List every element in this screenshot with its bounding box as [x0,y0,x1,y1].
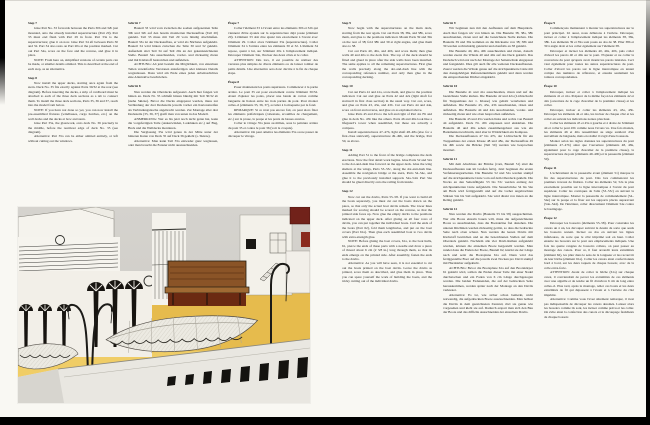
instruction-paragraph: NOTE: Before gluing the boat covers, 61a, to the boat hulls, 61, pierce the ends of these parts with a needle and draw a piece of thread about 6 cm (2 3/8 in.) long through them, so that its ends emerge on the printed side. After assembly, fasten the ends to the davits. [342,239,432,261]
instruction-paragraph: Alternative: Es ist, wie sicher schon bemerkt, nicht notwendig, die aufgedruckten Boote auszuschneiden. Man belässt die Davits in dem gezeichneten Zustand, ritzt sie genau wie vorgesehen und klebt sie auf. Dadurch erspart man sich den Bau der Boote und das diffizile Ausschneiden der einzelnen Davits. [443,292,533,315]
step-heading: Schritt 7 [128,21,141,25]
instruction-paragraph: Wir beginnen nun mit den Aufbauten auf dem Hauptdeck. Auch hier fangen wir von hinten an. Die Bauteile 38, 38a, 38b ausschneiden, ritzen und auf die bezeichnete Stelle kleben. Die Bauteile 39 und 39a kommen an die Rückseite von 38; 38b und 39 werden rechtwinklig geknickt und ebenfalls an 38 geklebt. [443,26,533,49]
instruction-paragraph: ANMERKUNG: Wer es bis jetzt noch nicht getan hat, kann die vorgefertigten Teile (Ankerwinden, Ladeluken etc.) auf Bug, Heck und die Welldecks montieren. [128,116,218,130]
step-heading: Step 10 [342,84,353,89]
instruction-paragraph: Découper et inciser les éléments 40, 40a, 40b, puis coller d'abord les parois 40 et 40a sur le pont. N'ajuster et ne coller la couverture du pont qu'après avoir monté les parois latérales. Ceci vaut également pour toutes les autres superstructures du pont. Coller d'abord les parois sur la ligne interrompue en tenant compte des numéros de référence, et ensuite seulement les toitures correspondantes. [544,48,634,80]
step-heading: Étape 9 [544,21,556,25]
instruction-paragraph: Now cut out the davits, Parts 55–58. If you want to build all the boats separately, you must cut out the boats drawn on the piece, so that only the actual boat davits remain. The lower lines marked for scoring should be scored on the reverse, so that the printed side faces up. Now glue the empty davits to the positions indicated on the upper deck. After gluing on all four rows of davits, you can put together the individual boats. Curl the ends of the boats (Part 62), fold them lengthwise, and put on the boat covers (Part 61a). Then glue each assembled boat to two davits with extra-strength glue. [342,194,432,239]
instruction-paragraph: Glue Parts 45 and 45a to the left and right of Part 44. Fit and glue in deck No. 45b like the others. Parts 46 and 46a look like a lifeguard's tower when assembled, but these are actually a compass. [342,112,432,130]
instruction-paragraph: Coller le vitrage 35a juste au milieu, sous la peinture arrière du pont 35 et contre le pont 36 (voir le croquis). [228,121,318,130]
step-heading: Step 11 [342,147,353,152]
instruction-paragraph: Alternative: Man kann Teil 35a entweder ganz weglassen, oder man braucht die Fenster nicht auszuschneiden. [128,138,218,148]
step-heading: Step 8 [28,75,37,80]
instruction-paragraph: Now begin with the superstructures on the main deck, starting from the rear again. Cut out Parts 38, 38a, and 38b, score them, and glue to the positions indicated. Mount Parts 39 and 39a on the rear of 38; fold 38b and 39 at right angles, and glue them also to 38. [342,26,432,49]
column-french-etape-7-8 [228,21,318,198]
model-ship-photo [18,207,310,403]
instruction-paragraph: Nun werden die Oberdecks aufgesetzt. Auch hier fangen wir hinten an. Deck Nr. 35 schließt hinten bündig mit Teil 30/32 ab (siehe Skizze). Bevor die Decks eingepasst werden, muss zur Verbindung der drei Decksteile jeweils vorher ein Kartonstreifen als Verbindungslasche angebracht werden. Zur Montage aller drei Decksteile (35, 36, 37) greift man von unten in das Modell. [128,89,218,117]
column-french-etape-9-12 [544,21,634,399]
instruction-paragraph: Cut out Parts 41 and 41a, score them, and glue to the position indicated. Cut out and glue on Parts 42 and 42a (light shaft for stairwell in first class section) in the usual way. Cut out, score, and glue on Parts 43, 43a, and 43b. Cut out Parts 44 and 44a, score on front and reverse, and glue on as explained above. [342,89,432,112]
instruction-paragraph: REMARQUE: Si ce n'est pas encore fait, on peut alors fixer les éléments préfabriqués (cabestans, écoutilles de chargement, etc.) sur la proue, la poupe et les ponts de basses œuvres. [228,107,318,121]
instruction-paragraph: Glue Part No. 33 forwards between the Parts 30b and 32b just mounted, onto the already installed superstructure (Part 20). Part 33 must end flush with Part 29 in front. Part 33a is the superstructure; glue it on now. Glue Part 34 aft between Parts 30 and 32. Part 34 also rests on Part 20a at the position marked. Cut out Part 34a, score on the face and the reverse, and glue it in place. [28,26,118,58]
instruction-paragraph: Glue Part 35a, the glasswork, onto deck No. 36 precisely in the middle, before the rearmost edge of deck No. 35 (see diagram). [28,121,118,135]
instruction-paragraph: L'achèvement de la passerelle avant (élément 51) marque la fin des superstructures du pont. Dès lors commencent les premiers travaux de finition. Coller les éléments 52, 52a le plus exactement possible sur la ligne interrompue à l'avant du pont supérieur. Coller les corniques de l'aile (53–53c) en suivant la ligne interrompue. Monter la passerelle de commandement (54–54e) sur la poupe et la fixer sur les supports placés auparavant (54a–54d). De l'intérieur, coller directement l'élément 54e contre le bastingage. [544,171,634,211]
column-english-steps-7-8 [28,21,118,188]
instruction-paragraph: ATTENTION: Dès lors, il est possible de réaliser des versions plus simples de divers éléments ou de laisser tomber de petits détails. Une alternative sera donc décrite à la fin de chaque étape. [228,57,318,75]
instruction-paragraph: NOTE: From here on, simplified versions of certain parts can be made, or smaller details omitted. This is described at the end of each step, as an alternative. [28,57,118,71]
instruction-paragraph: Monter selon les règles données les superstructures du pont (éléments 47–47b) ainsi que l'ouverture (éléments 48, 48a, également pour la cage d'escalier de la première classe), la superstructure du pont (éléments 49–49b) et la passerelle (élément 50). [544,138,634,161]
instruction-paragraph: Alternative: Comme vous l'avez sûrement remarqué, il n'est pas indispensable de découper les canots dessinés. Laisser alors les bossoirs comme ils sont, les inciser comme prévu et les coller. On évite ainsi la confection des canots et le découpage fastidieux de chaque bossoir. [544,297,634,319]
instruction-paragraph: Die Bauteile 41 und 41a ausschneiden, ritzen und auf die bezeichnete Stelle kleben. Die Bauteile 42 und 42a (Lichtschacht für Treppenhaus der 1. Klasse) wie gehabt verarbeiten und aufkleben. Die Bauteile 43, 43a, 43b ausschneiden, ritzen und aufkleben. Die Bauteile 44 und 44a ausschneiden, vorder- und rückseitig ritzen und wie oben besprochen aufkleben. [443,89,533,117]
instruction-paragraph: Découper, inciser et coller les éléments 43, 43a, 43b. Découper les éléments 44 et 44a, les inciser de chaque côté et les coller en suivant les indications notées plus haut. [544,107,634,121]
step-heading: Étape 11 [544,165,557,170]
instruction-paragraph: Bauteil 33 wird vorn zwischen die soeben aufgesetzten Teile 30b und 32b auf den bereits montierten Decksaufbau (Teil 20) geklebt. Teil 33 muss mit Teil 29 vorn bündig abschließen. Bauteil 33a ist der Decksaufbau, er wird als Nächstes aufgeklebt. Bauteil 34 wird hinten zwischen die Teile 30 und 32 geklebt. Außerdem sitzt Teil 34 auf Teil 20a an der gekennzeichneten Stelle. Bauteil 34a ausschneiden, vorder- und rückseitig ritzen und mit Klebstoff bestreichen und aufkleben. [128,26,218,62]
step-heading: Étape 8 [228,80,240,85]
step-heading: Étape 10 [544,84,557,89]
step-heading: Schritt 10 [443,84,458,89]
instruction-paragraph: Coller les éléments 45 et 45a à gauche et à droite de l'élément 44 et coller le pont 45b comme nous l'avons vu. Une fois montés, les éléments 46 et 46a ressemblent au siège surélevé d'un surveillant de baignade, mais en réalité il s'agit d'une boussole. [544,121,634,139]
instruction-paragraph: Die Verglasung 35a wird genau in der Mitte unter der hinteren Kante von Deck 35 auf Deck 36 geklebt (s. Skizze). [128,130,218,139]
instruction-paragraph: Mit dem Abschluss der Brücke (vorn, Bauteil 51) sind die Decksaufbauten nun im Großen fertig. Jetzt beginnen die ersten Verfeinerungsarbeiten. Die Bauteile 52 und 52a werden stumpf auf die strichpunktierte Linie vorn auf dem Oberdeck geklebt. Die Nocks an den Seitenflügeln 53 bis 53c werden entlang der strichpunktierten Linie aufgeklebt. Die Steuerbrücke 54 bis 54e am Heck wird fertiggestellt und auf die vorher angebrachten Stützen 54a bis 54d aufgeklebt. 54e wird direkt von innen an die Reling geklebt. [443,162,533,202]
instruction-paragraph: Alternative: On peut omettre les éléments 35a ou ne passer de découper le vitrage. [228,130,318,139]
left-superstructure [18,207,120,281]
instruction-paragraph: NOTE: If you have not done so yet, you can now install the pre-assembled fixtures (windlasses, cargo hatches, etc.) on the well decks and the decks at bow and stern. [28,107,118,121]
instruction-paragraph: Cut out Parts 40, 40a, and 40b, and score them; then glue walls 40 and 40a to the deck first. The top of the deck should be fitted and glued in place after the side walls have been installed. The same applies to all the remaining superstructures. First glue the walls precisely along the dot-and-dash line with the corresponding reference number, and only then glue in the corresponding decking. [342,48,432,80]
scan-edge-right [646,0,650,425]
step-heading: Étape 12 [544,215,557,220]
instruction-paragraph: Découper, inciser et coller à l'emplacement indiqué les éléments 41 et 41a. Préparer de la même façon les éléments 42 et 42a (ouverture de la cage d'escalier de la première classe) et les coller. [544,89,634,108]
instruction-paragraph: Nun werden die Davits (Bauteile 55 bis 58) ausgeschnitten. Wer alle Boote einzeln bauen will, muss die aufgezeichneten Boote so ausschneiden, dass die Bootskräne frei dastehen. Die unteren Ritzlinien werden rückseitig geritzt, so dass die bedruckte Seite nach oben schaut. Nun werden die leeren Davits mit Klebstoff bestrichen und an die bezeichneten Stellen auf dem Oberdeck geklebt. Nachdem alle vier Davit-Reihen aufgeklebt wurden, können die einzelnen Boote hergestellt werden. Man rundet dazu die Enden der Boote, Bauteil 62, knickt sie der Länge nach und setzt die Bootsplane 61a auf. Dann wird das fertiggestellte Boot auf die jeweils zwei Nocken pro Davit stumpf mit Harzkleber aufgeklebt. [443,212,533,266]
scan-edge-left [0,0,5,105]
step-heading: Schritt 11 [443,156,458,161]
instruction-paragraph: Now install the upper decks, starting once again from the stern. Deck No. 35 fits exactly against Parts 30/32 at the rear (see diagram). Before inserting the decks, a strip of cardboard must be attached to each of the three deck sections as a tab to connect them. To install the three deck sections, Parts 35, 36 and 37, reach into the model from below. [28,81,118,108]
step-heading: Step 12 [342,189,353,194]
instruction-paragraph: Alternative: As you will have seen, it is not essential to cut out the boats printed on the boat davits. Leave the davits as printed, score them as described, and glue them in place. Thus you can spare yourself the work of building the boats, and the tricky cutting out of the individual davits. [342,261,432,284]
instruction-paragraph: Alternative: Part 35a can be either omitted entirely, or left without cutting out the windows. [28,134,118,143]
step-heading: Schritt 12 [443,207,458,211]
column-german-schritt-9-12 [443,21,533,385]
right-superstructure [240,207,310,295]
bench [165,261,249,306]
step-heading: Step 7 [28,21,37,25]
scan-edge-top [0,0,650,1]
instruction-paragraph: Poser maintenant les ponts supérieurs. Commencer à la partie arrière. Le pont 35 est posé exactement contre l'élément 30/32. Avant d'ajuster les ponts, placer une bande de carton comme languette de liaison entre les trois parties du pont. Pour monter celles-ci (éléments 35, 36, 37), accéder à la maquette par le fond. [228,85,318,108]
instruction-paragraph: Commençons maintenant à monter les superstructures sur le pont principal. Ici aussi, nous débutons à l'arrière. Découper, inciser et coller à l'emplacement indiqué les éléments 38, 38a, 38b. Les éléments 39 et 39a sont posés au dos de 38. Plier 38b et 39 à angle droit et les coller également sur l'élément 38. [544,26,634,49]
instruction-paragraph: ACHTUNG: Bevor die Bootsplane 61a auf den Bootskörper 61 geklebt wird, sollten die Enden dieser Teile mit einer Nadel durchstochen und ein Faden von 6 cm Länge durchgezogen werden. Die beiden Fadenenden, die auf der bedruckten Seite herauskommen, werden später nach der Montage an den Davits verknotet. [443,265,533,293]
scan-edge-bottom [0,417,650,425]
instruction-paragraph: ACHTUNG: Ab jetzt besteht die Möglichkeit, von einzelnen Teilen vereinfachte Versionen anzufertigen oder kleinere Details wegzulassen. Dazu wird am Ende eines jeden Arbeitsschrittes eine Alternative beschrieben. [128,62,218,80]
instruction-paragraph: Die Decksaufbauten 47 bis 47b, der Lichtschacht für ein Treppenhaus der ersten Klasse 48 und 48a, der Decksaufbau 49 bis 49b sowie die Brücke (Teil 50) werden wie besprochen montiert. [443,134,533,152]
step-heading: Étape 7 [228,21,240,25]
instruction-paragraph: Découper les bossoirs (éléments 55–58). Pour construire les canots un à un, les découper suivant le dessin de sorte que seuls les bossoirs restent. Inciser au dos en suivant les lignes inférieures, de sorte que le côté imprimé soit en haut. Coller ensuite les bossoirs sur le pont aux emplacements indiqués. Une fois les quatre rangées de bossoirs collées, on peut passer au montage des canots. Pour ce, il faut arrondir leurs extrémités (élément 62), les plier dans le sens de la longueur et les recouvrir de leur bâche (élément 61a). Coller les canots ainsi confectionnés bord à bord, sur les deux taquets de chaque bossoir, avec de la colle extra-forte. [544,221,634,270]
column-english-steps-9-12 [342,21,432,349]
step-heading: Schritt 8 [128,84,141,89]
red-block [290,207,310,224]
column-german-schritt-7-8 [128,21,218,194]
step-heading: Step 9 [342,21,351,25]
instruction-paragraph: Adding Part 51 to the front of the bridge completes the deck erections. Now the first detail work begins. Glue Parts 52 and 52a to the dot-and-dash line forward on the upper deck. Glue the wing shelters at the wings, Parts 53–53c, along the dot-and-dash line. Assemble the navigation bridge at the stern, Parts 54–54e, and glue it to the previously installed supports 54a–54d. Part 54e should be glued directly onto the railing from inside. [342,153,432,185]
instruction-paragraph: Install superstructures 47–47b, light shaft 48–48a (also for a first-class stairwell), superstructure 49–49b, and the bridge, Part 50, as above. [342,130,432,143]
instruction-paragraph: Die Bauteile 45 und 45a werden links und rechts von Bauteil 44 aufgeklebt. Deck Nr. 45b einpassen und einkleben. Die Bauteile 46 und 46a sehen zusammengebaut aus wie ein Bademeisterwachturm, sind aber in Wirklichkeit ein Kompass. [443,116,533,135]
step-heading: Schritt 9 [443,21,456,25]
instruction-paragraph: Coller l'élément 33 à l'avant entre les éléments 30b et 32b qui viennent d'être ajoutés sur la superstructure déjà posée (élément 20). L'élément 33 doit être ajusté très exactement à l'avant avec l'élément 29. Coller alors l'élément 33a (superstructure). Coller l'élément 34 à l'arrière entre les éléments 30 et 32. L'élément 34 repose, quant à lui, sur l'élément 20a à l'emplacement indiqué. Découper l'élément 34a, l'inciser des deux côtés et le coller. [228,26,318,58]
instruction-paragraph: ATTENTION: Avant de coller la bâche (61a) sur chaque canot, il conviendrait de percer les extrémités de ces éléments avec une aiguille et de tendre un fil d'environ 6 cm de long entre celles-ci. Plus tard, après le montage, relier ces bouts et les deux extrémités de fil qui dépassent à l'avant et à l'arrière du côté imprimé. [544,270,634,297]
instruction-paragraph: Die Bauteile 40, 40a, 40b ausschneiden und ritzen, danach werden zuerst die Wände 40 und 40a auf das Deck geklebt. Das Deckdach wird erst nach der Montage der Seitenwände eingepasst und festgeklebt. Dies gilt auch für alle weiteren Decksaufbauten. Zuerst werden die Wände genau auf die strichpunktierte Linie mit den dazugehörigen Referenznummern geklebt und dann werden die entsprechenden Dächer eingeklebt. [443,48,533,80]
